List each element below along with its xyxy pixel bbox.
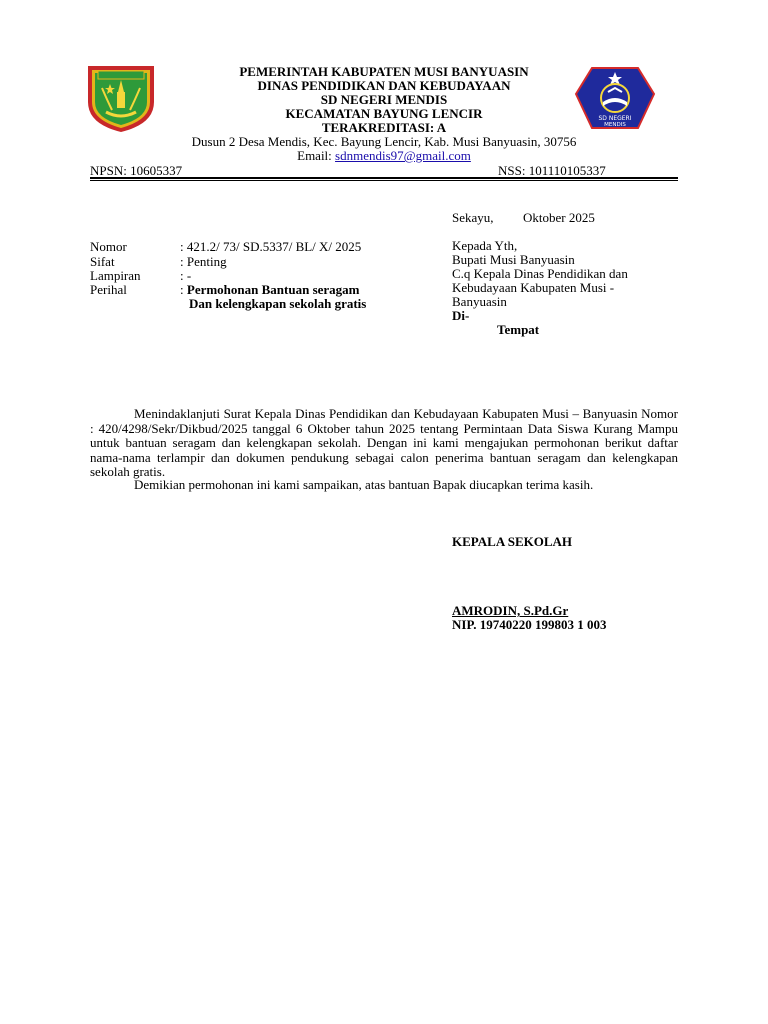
perihal-prefix: : <box>180 282 187 297</box>
body-paragraph-2: Demikian permohonan ini kami sampaikan, atas bantuan Bapak diucapkan terima kasih. <box>134 477 594 492</box>
npsn: NPSN: 10605337 <box>90 163 183 178</box>
letterhead-line-1: PEMERINTAH KABUPATEN MUSI BANYUASIN <box>239 64 529 79</box>
letterhead-rule-thick <box>90 177 678 179</box>
letter-date: Oktober 2025 <box>523 210 595 225</box>
body-paragraph-1: Menindaklanjuti Surat Kepala Dinas Pendidikan dan Kebudayaan Kabupaten Musi – Banyuasin Nomor : 420/4298/Sekr/Dikbud/2025 tanggal 6 Oktober tahun 2025 tentang Permintaan Data Siswa Kurang Mampu untuk bantuan seragam dan kelengkapan sekolah. Dengan ini kami mengajukan permohonan berikut daftar nama-nama terlampir dan dokumen pendukung sebagai calon penerima bantuan seragam dan kelengkapan sekolah gratis. <box>90 406 678 479</box>
letterhead-line-5: TERAKREDITASI: A <box>321 120 447 135</box>
meta-label-lampiran: Lampiran <box>90 268 141 283</box>
svg-text:MENDIS: MENDIS <box>604 122 626 128</box>
letterhead <box>160 65 608 135</box>
perihal-line-2: Dan kelengkapan sekolah gratis <box>189 296 367 311</box>
recipient-line-4: Kebudayaan Kabupaten Musi - <box>452 280 615 295</box>
musi-banyuasin-logo <box>82 62 160 134</box>
letterhead-rule-thin <box>90 180 678 181</box>
email-link[interactable]: sdnmendis97@gmail.com <box>335 148 471 163</box>
email-line <box>110 149 658 163</box>
meta-label-sifat: Sifat <box>90 254 115 269</box>
perihal-line-1: Permohonan Bantuan seragam <box>186 282 360 297</box>
signature-nip: NIP. 19740220 199803 1 003 <box>452 617 607 632</box>
signature-name: AMRODIN, S.Pd.Gr <box>452 603 569 618</box>
meta-value-lampiran: : - <box>180 268 192 283</box>
letterhead-line-4: KECAMATAN BAYUNG LENCIR <box>285 106 483 121</box>
recipient-block <box>452 239 672 337</box>
recipient-line-3: C.q Kepala Dinas Pendidikan dan <box>452 266 628 281</box>
letterhead-line-2: DINAS PENDIDIKAN DAN KEBUDAYAAN <box>257 78 511 93</box>
meta-value-sifat: : Penting <box>180 254 227 269</box>
logo-lettering: SD NEGERI <box>598 115 632 122</box>
meta-label-nomor: Nomor <box>90 239 127 254</box>
meta-value-nomor: : 421.2/ 73/ SD.5337/ BL/ X/ 2025 <box>180 239 362 254</box>
place: Sekayu, <box>452 210 494 225</box>
nss: NSS: 101110105337 <box>498 163 606 178</box>
letterhead-line-3: SD NEGERI MENDIS <box>320 92 448 107</box>
signature-title: KEPALA SEKOLAH <box>452 534 573 549</box>
recipient-line-5: Banyuasin <box>452 294 507 309</box>
recipient-line-6: Di- <box>452 308 470 323</box>
recipient-line-2: Bupati Musi Banyuasin <box>452 252 575 267</box>
recipient-line-1: Kepada Yth, <box>452 238 518 253</box>
email-label: Email: <box>297 148 336 163</box>
school-address: Dusun 2 Desa Mendis, Kec. Bayung Lencir, Kab. Musi Banyuasin, 30756 <box>191 134 577 149</box>
recipient-line-7: Tempat <box>497 322 540 337</box>
meta-label-perihal: Perihal <box>90 282 127 297</box>
